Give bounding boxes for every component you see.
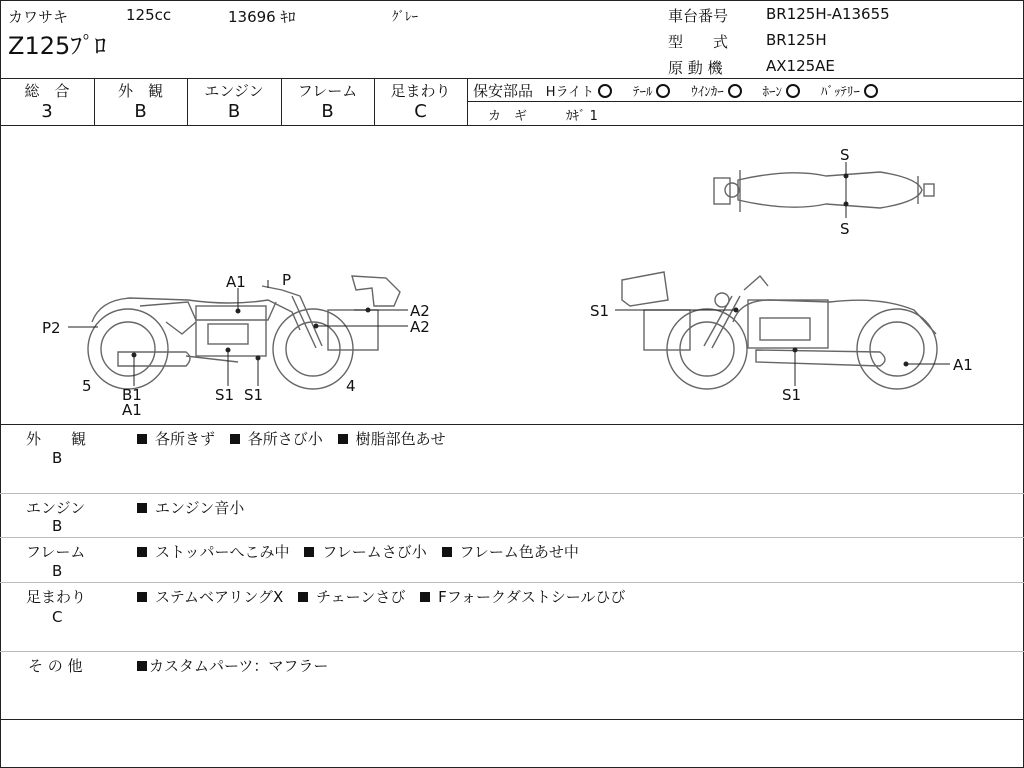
diagram-label: 5 [82,377,92,395]
engine-grade-value: B [227,101,241,122]
key-value: ｶｷﾞ 1 [566,109,598,124]
exterior-section-notes [137,428,456,449]
maker-name: カワサキ [8,8,69,26]
safety-item-label: Hライト [545,85,595,100]
diagram-label: S1 [215,386,235,404]
diagram-label: A1 [226,273,246,291]
remark-text: フレーム色あせ中 [459,543,579,561]
remark-text: ストッパーへこみ中 [155,543,290,561]
exterior-section-grade: B [52,449,63,467]
ok-circle-icon [598,84,612,98]
remark-item [137,586,283,607]
mileage: 13696 ｷﾛ [228,8,296,26]
ok-circle-icon [656,84,670,98]
bullet-square-icon [304,547,314,557]
divider [0,582,1024,583]
remark-item [420,586,625,607]
remark-text: エンジン音小 [155,499,245,517]
other-section-title: そ の 他 [28,657,83,675]
bullet-square-icon [298,592,308,602]
diagram-label: A1 [953,356,973,374]
bullet-square-icon [230,434,240,444]
remark-text: チェーンさび [316,588,406,606]
remark-item [137,428,215,449]
remark-item [230,428,323,449]
divider [0,651,1024,652]
bullet-square-icon [338,434,348,444]
divider [0,424,1024,425]
exterior-section-title: 外 観 [26,430,87,448]
ok-circle-icon [786,84,800,98]
diagram-label: P [282,271,292,289]
diagram-label: P2 [42,319,61,337]
body-color: ｸﾞﾚｰ [392,10,418,25]
model-name: Z125ﾌﾟﾛ [8,32,107,60]
remark-text: 各所さび小 [247,430,323,448]
safety-item-label: ﾃｰﾙ [632,85,653,100]
divider [0,537,1024,538]
safety-item-label: ﾊﾞｯﾃﾘｰ [820,85,860,100]
diagram-label: S1 [244,386,264,404]
diagram-label: S1 [590,302,610,320]
diagram-label: A2 [410,318,430,336]
safety-item-winker [691,81,742,100]
remark-item [137,497,244,518]
frame-section-notes [137,541,589,562]
suspension-section-notes [137,586,635,607]
ok-circle-icon [728,84,742,98]
diagram-label: 4 [346,377,356,395]
top-view-motorcycle-drawing [714,170,934,212]
remark-text: ステムベアリングX [155,588,284,606]
remark-item [298,586,405,607]
remark-text: Fフォークダストシールひび [438,588,626,606]
divider [467,78,468,125]
safety-item-headlight [546,81,612,100]
diagram-label: S [840,146,850,164]
bullet-square-icon [137,547,147,557]
divider [467,101,1022,102]
suspension-section-title: 足まわり [26,588,87,606]
motorcycle-damage-diagram [0,126,1024,424]
frame-grade-label: フレーム [297,82,358,100]
suspension-section-grade: C [52,608,63,626]
remark-text: カスタムパーツ：マフラー [149,657,329,675]
safety-parts-label: 保安部品 [473,82,534,100]
remark-text: フレームさび小 [322,543,427,561]
safety-item-battery [821,81,878,100]
engine-section-notes [137,497,254,518]
frame-section-title: フレーム [26,543,86,561]
remark-item [338,428,446,449]
exterior-grade-value: B [134,101,147,122]
diagram-label: S [840,220,850,238]
remark-item [137,541,290,562]
frame-section-grade: B [52,562,63,580]
bullet-square-icon [442,547,452,557]
bullet-square-icon [137,503,147,513]
bullet-square-icon [420,592,430,602]
bullet-square-icon [137,434,147,444]
engine-grade-label: エンジン [204,82,264,100]
ok-circle-icon [864,84,878,98]
safety-item-label: ﾎｰﾝ [762,85,783,100]
suspension-grade-value: C [414,101,427,122]
left-side-motorcycle-drawing [88,276,400,389]
divider [0,719,1024,720]
right-side-motorcycle-drawing [622,272,937,389]
overall-grade-label: 総 合 [24,82,70,100]
engine-section-grade: B [52,517,63,535]
exterior-grade-label: 外 観 [117,82,163,100]
bullet-square-icon [137,592,147,602]
chassis-number-label: 車台番号 [668,7,729,25]
key-label: カ ギ [488,109,528,124]
divider [0,78,1024,79]
bullet-square-icon [137,661,147,671]
other-section-notes [137,655,328,676]
remark-text: 樹脂部色あせ [355,430,446,448]
model-type-label: 型 式 [668,33,729,51]
safety-item-horn [763,81,801,100]
engine-type-value: AX125AE [766,57,835,75]
model-type-value: BR125H [766,31,827,49]
leader-lines [68,162,950,386]
remark-item [304,541,426,562]
frame-grade-value: B [321,101,334,122]
safety-item-tail [633,81,671,100]
suspension-grade-label: 足まわり [390,82,451,100]
diagram-label: A1 [122,401,142,419]
chassis-number-value: BR125H-A13655 [766,5,890,23]
overall-grade-value: 3 [41,101,53,122]
engine-type-label: 原 動 機 [668,59,723,77]
safety-item-label: ｳｲﾝｶｰ [691,85,724,100]
remark-item [442,541,579,562]
remark-text: 各所きず [155,430,216,448]
divider [0,493,1024,494]
diagram-label: A2 [410,302,430,320]
engine-section-title: エンジン [26,499,86,517]
diagram-label: S1 [782,386,802,404]
displacement: 125cc [126,6,172,24]
diagram-label: B1 [122,386,142,404]
safety-parts-row [473,80,884,101]
